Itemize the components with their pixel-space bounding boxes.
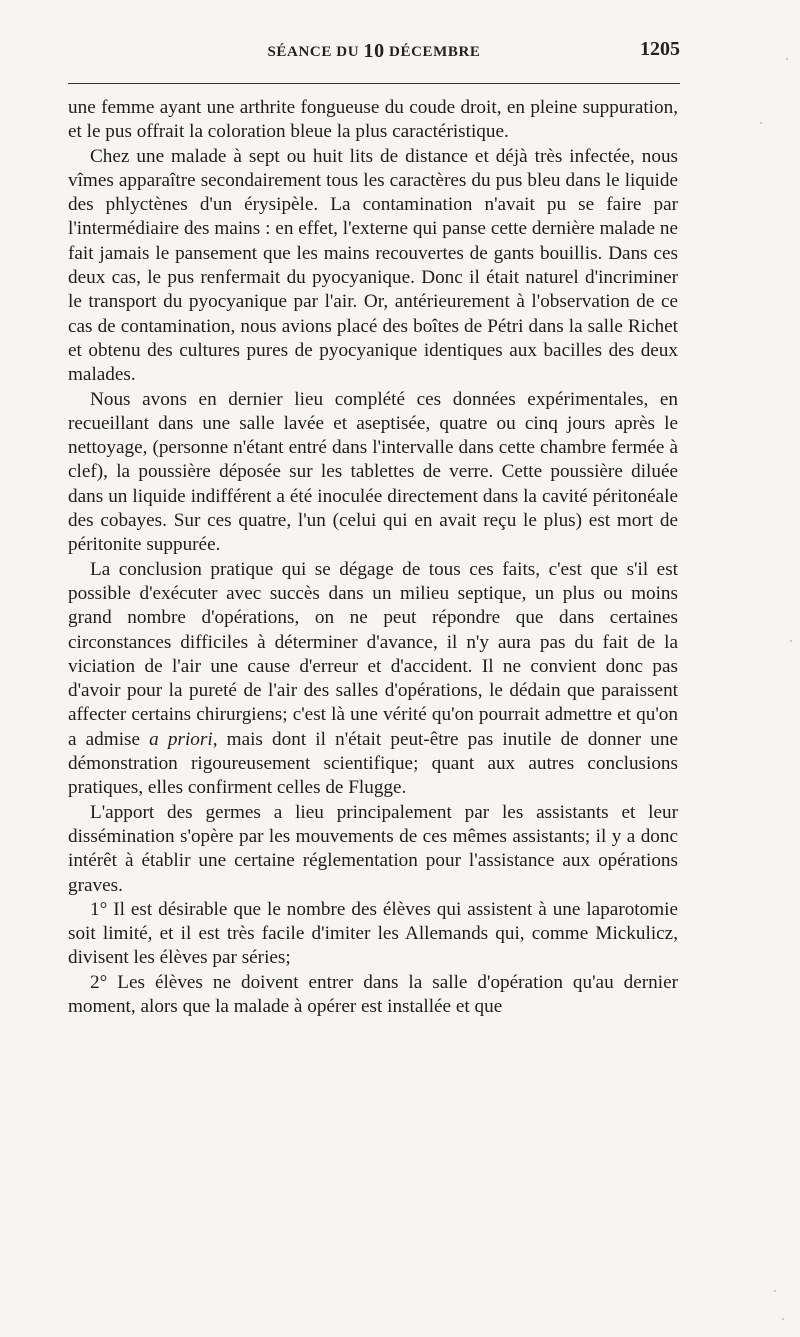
paragraph-7: 2° Les élèves ne doivent entrer dans la salle d'opération qu'au dernier moment, alors que la malade à opérer est installée et que: [68, 971, 678, 1017]
title-part-1: SÉANCE DU: [267, 44, 364, 60]
running-title: [68, 40, 680, 63]
paragraph-4: [68, 558, 678, 801]
paragraph-2: Chez une malade à sept ou huit lits de distance et déjà très infectée, nous vîmes apparaître secondairement tous les caractères du pus bleu dans le liquide des phlyctènes d'un érysipèle. La contamination n'avait pu se faire par l'intermédiaire des mains : en effet, l'externe qui panse cette dernière malade ne fait jamais le pansement que les mains recouvertes de gants bouillis. Dans ces deux cas, le pus renfermait du pyocyanique. Donc il était naturel d'incriminer le transport du pyocyanique par l'air. Or, antérieurement à l'observation de ce cas de contamination, nous avions placé des boîtes de Pétri dans la salle Richet et obtenu des cultures pures de pyocyanique identiques aux bacilles des deux malades.: [68, 145, 678, 386]
paragraph-1: une femme ayant une arthrite fongueuse du coude droit, en pleine suppuration, et le pus offrait la coloration bleue la plus caractéristique.: [68, 97, 678, 143]
paper-speck: [790, 640, 792, 642]
paper-speck: [782, 1318, 784, 1320]
body-text: [68, 96, 678, 1019]
paper-speck: [786, 58, 788, 60]
page-number: 1205: [640, 38, 680, 60]
paper-speck: [760, 122, 762, 124]
paragraph-6: 1° Il est désirable que le nombre des élèves qui assistent à une laparotomie soit limité, et il est très facile d'imiter les Allemands qui, comme Mickulicz, divisent les élèves par séries;: [68, 898, 678, 969]
title-part-2: DÉCEMBRE: [384, 44, 481, 60]
paragraph-3: Nous avons en dernier lieu complété ces données expérimentales, en recueillant dans une salle lavée et aseptisée, quatre ou cinq jours après le nettoyage, (personne n'étant entré dans l'intervalle dans cette chambre fermée à clef), la poussière déposée sur les tablettes de verre. Cette poussière diluée dans un liquide indifférent a été inoculée directement dans la cavité péritonéale des cobayes. Sur ces quatre, l'un (celui qui en avait reçu le plus) est mort de péritonite suppurée.: [68, 388, 678, 556]
header-rule: [68, 83, 680, 84]
paragraph-5: L'apport des germes a lieu principalement par les assistants et leur dissémination s'opère par les mouvements de ces mêmes assistants; il y a donc intérêt à établir une certaine réglementation pour l'assistance aux opérations graves.: [68, 801, 678, 896]
title-day: 10: [363, 40, 385, 62]
paper-speck: [774, 1290, 776, 1292]
italic-phrase: a priori,: [149, 728, 218, 750]
paragraph-4-part-2: mais dont il n'était peut-être pas inutile de donner une démonstration rigoureusement scientifique; quant aux autres conclusions pratiques, elles confirment celles de Flugge.: [68, 728, 678, 799]
paragraph-4-part-1: La conclusion pratique qui se dégage de tous ces faits, c'est que s'il est possible d'exécuter avec succès dans un milieu septique, un plus ou moins grand nombre d'opérations, on ne peut répondre que dans certaines circonstances difficiles à déterminer d'avance, il n'y aura pas du fait de la viciation de l'air une cause d'erreur et d'accident. Il ne convient donc pas d'avoir pour la pureté de l'air des salles d'opérations, le dédain que paraissent affecter certains chirurgiens; c'est là une vérité qu'on pourrait admettre et qu'on a admise: [68, 558, 678, 750]
running-header: [68, 36, 680, 66]
